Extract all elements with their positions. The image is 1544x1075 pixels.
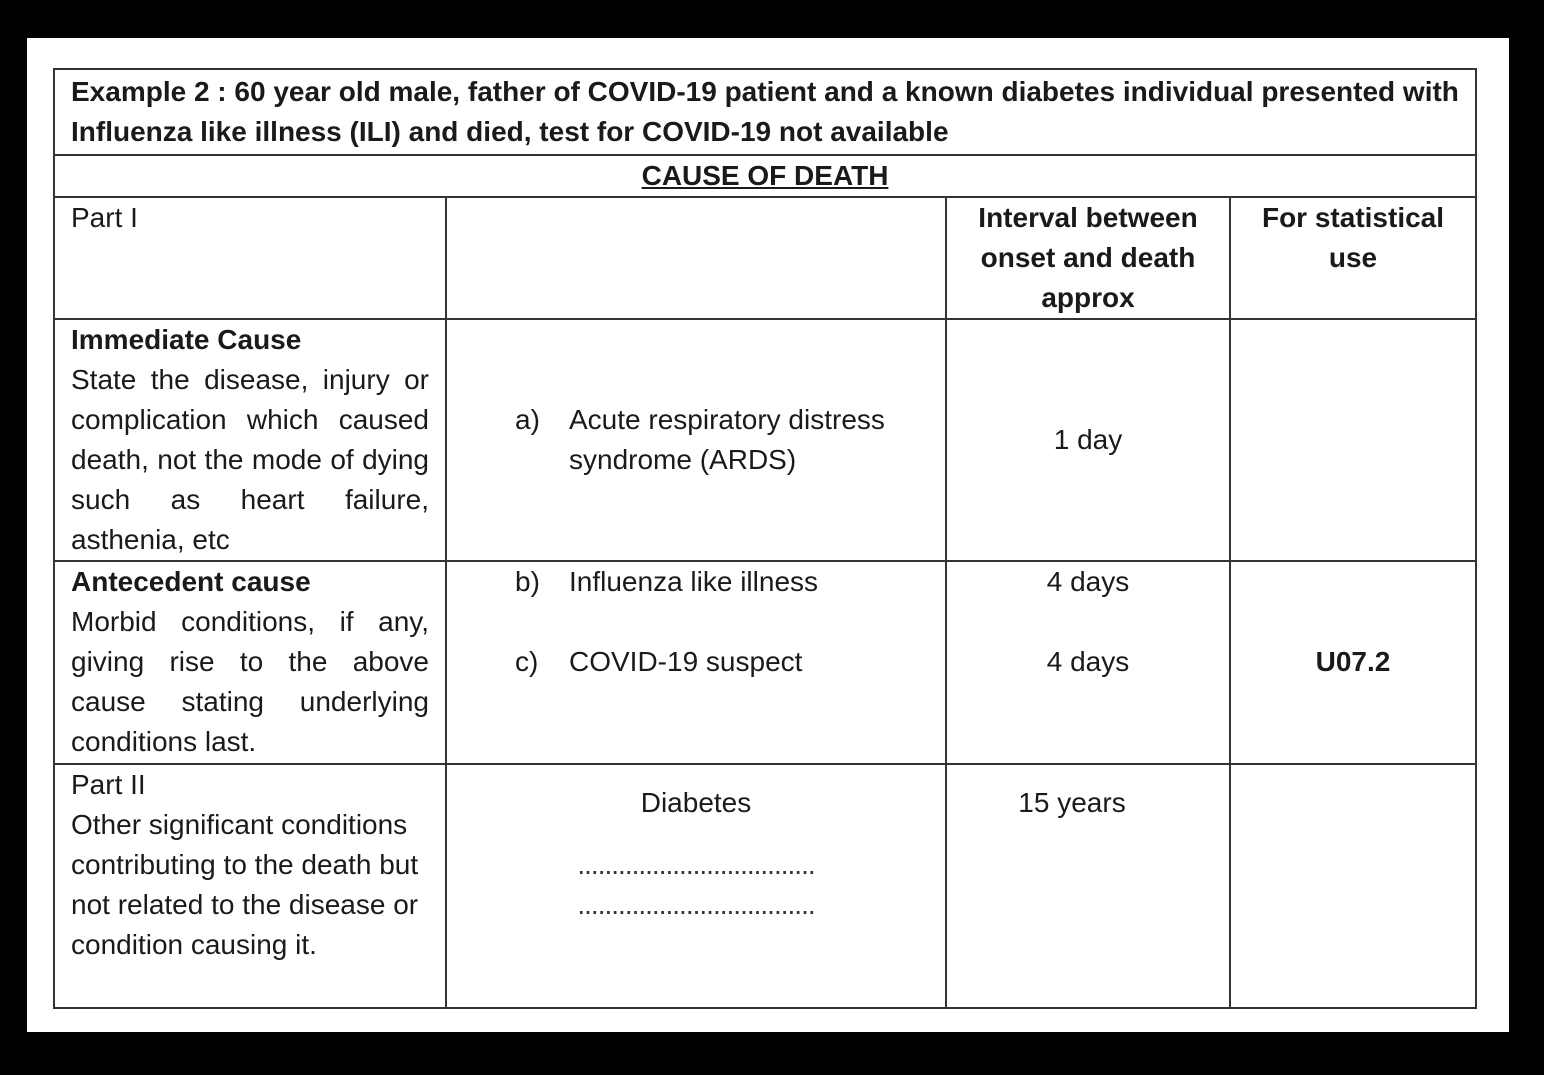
part-one-header [54, 197, 446, 319]
document-page [27, 38, 1509, 1032]
part-two-code [1230, 764, 1476, 1008]
antecedent-item [515, 562, 929, 602]
immediate-cause-cell [54, 319, 446, 561]
part-two-cell [54, 764, 446, 1008]
antecedent-code-c: U07.2 [1315, 646, 1391, 677]
cause-of-death-table [53, 68, 1477, 1009]
immediate-cause-title: Immediate Cause [71, 324, 302, 355]
part-one-label: Part I [71, 202, 138, 233]
blank-line-2: ................................... [577, 889, 815, 920]
antecedent-cause-title: Antecedent cause [71, 566, 311, 597]
immediate-interval: 1 day [946, 319, 1230, 561]
antecedent-code-b [1247, 562, 1459, 602]
immediate-cause-description: State the disease, injury or complication which caused death, not the mode of dying such as heart failure, asthenia, etc [71, 364, 429, 555]
item-label-b: b) [515, 566, 540, 597]
blank-line-1: ................................... [577, 849, 815, 880]
antecedent-interval-b: 4 days [1046, 566, 1130, 597]
cause-header-empty [446, 197, 946, 319]
immediate-cause-value: Acute respiratory distress syndrome (ARDS) [569, 404, 885, 475]
antecedent-cause-c: COVID-19 suspect [569, 646, 803, 677]
antecedent-cause-cell [54, 561, 446, 764]
interval-header: Interval between onset and death approx [946, 197, 1230, 319]
part-two-description: Other significant conditions contributing to the death but not related to the disease or condition causing it. [71, 809, 419, 960]
immediate-code [1230, 319, 1476, 561]
example-title: Example 2 : 60 year old male, father of COVID-19 patient and a known diabetes individual presented with Influenza like illness (ILI) and died, test for COVID-19 not available [54, 69, 1476, 155]
antecedent-cause-description: Morbid conditions, if any, giving rise to the above cause stating underlying conditions last. [71, 606, 429, 757]
cause-of-death-heading: CAUSE OF DEATH [54, 155, 1476, 197]
item-label-c: c) [515, 646, 539, 677]
part-two-cause: Diabetes [640, 787, 752, 818]
part-two-entry [446, 764, 946, 1008]
antecedent-cause-entries [446, 561, 946, 764]
part-two-title: Part II [71, 769, 146, 800]
antecedent-cause-b: Influenza like illness [569, 566, 819, 597]
antecedent-intervals [946, 561, 1230, 764]
immediate-cause-entry [446, 319, 946, 561]
antecedent-codes [1230, 561, 1476, 764]
antecedent-interval-c: 4 days [1046, 646, 1130, 677]
part-two-interval: 15 years [946, 764, 1230, 1008]
antecedent-item [515, 642, 929, 682]
statistical-header: For statistical use [1230, 197, 1476, 319]
item-label-a: a) [515, 404, 540, 435]
